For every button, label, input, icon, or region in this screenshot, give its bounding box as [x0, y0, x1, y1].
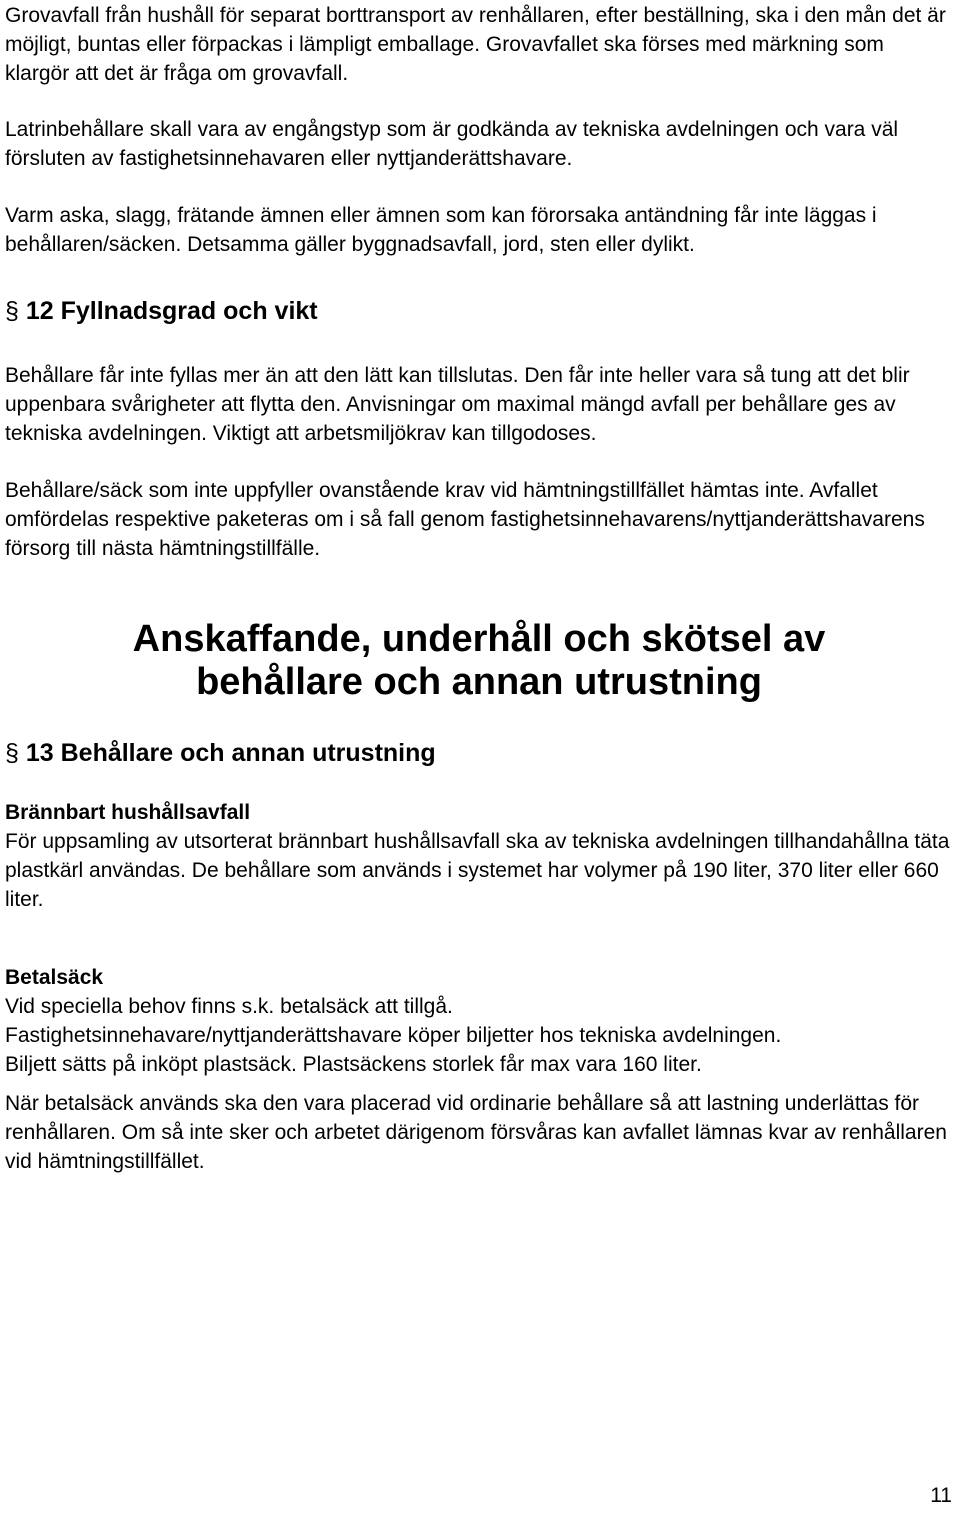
page-number: 11 — [930, 1484, 952, 1507]
subheading-betalsack: Betalsäck — [5, 966, 104, 989]
chapter-title — [5, 618, 953, 704]
paragraph-fyllnadsgrad: Behållare får inte fyllas mer än att den lätt kan tillslutas. Den får inte heller vara så tung att det blir uppenbara svårigheter att flytta den. Anvisningar om maximal mängd avfall per behållare ges av tekniska avdelningen. Viktigt att arbetsmiljökrav kan tillgodoses. — [5, 364, 910, 445]
section-gap — [5, 259, 953, 296]
section-gap — [5, 327, 953, 361]
paragraph-gap — [5, 448, 953, 476]
paragraph-latrinbehallare: Latrinbehållare skall vara av engångstyp som är godkända av tekniska avdelningen och vara väl försluten av fastighetsinnehavaren eller nyttjanderättshavare. — [5, 118, 899, 170]
paragraph-symbol: § — [5, 739, 19, 767]
paragraph-symbol: § — [5, 297, 19, 325]
document-page — [5, 0, 953, 1176]
section-heading-12 — [5, 296, 953, 327]
section-title-12: 12 Fyllnadsgrad och vikt — [18, 297, 318, 325]
paragraph-betalsack-line-3: Biljett sätts på inköpt plastsäck. Plastsäckens storlek får max vara 160 liter. — [5, 1053, 702, 1076]
paragraph-betalsack-line-2: Fastighetsinnehavare/nyttjanderättshavare köper biljetter hos tekniska avdelningen. — [5, 1024, 782, 1047]
section-title-13: 13 Behållare och annan utrustning — [18, 739, 436, 767]
paragraph-betalsack-line-1: Vid speciella behov finns s.k. betalsäck att tillgå. — [5, 995, 453, 1018]
section-gap — [5, 563, 953, 618]
paragraph-varm-aska: Varm aska, slagg, frätande ämnen eller ämnen som kan förorsaka antändning får inte läggas i behållaren/säcken. Detsamma gäller byggnadsavfall, jord, sten eller dylikt. — [5, 204, 877, 256]
paragraph-grovavfall: Grovavfall från hushåll för separat borttransport av renhållaren, efter beställning, ska i den mån det är möjligt, buntas eller förpackas i lämpligt emballage. Grovavfallet ska förses med märkning som klargör att det är fråga om grovavfall. — [5, 4, 946, 85]
section-gap — [5, 769, 953, 798]
paragraph-betalsack-placering: När betalsäck används ska den vara placerad vid ordinarie behållare så att lastning underlättas för renhållaren. Om så inte sker och arbetet därigenom försvåras kan avfallet lämnas kvar av renhållaren vid hämtningstillfället. — [5, 1092, 947, 1173]
paragraph-ej-uppfyller-krav: Behållare/säck som inte uppfyller ovanstående krav vid hämtningstillfället hämtas inte. Avfallet omfördelas respektive paketeras om i så fall genom fastighetsinnehavarens/nyttjanderättshavarens försorg till nästa hämtningstillfälle. — [5, 479, 925, 560]
section-gap — [5, 914, 953, 963]
paragraph-gap — [5, 173, 953, 201]
paragraph-gap — [5, 1079, 953, 1089]
section-gap — [5, 704, 953, 738]
paragraph-gap — [5, 87, 953, 115]
chapter-title-line-2: behållare och annan utrustning — [196, 661, 762, 703]
subheading-brannbart: Brännbart hushållsavfall — [5, 801, 251, 824]
chapter-title-line-1: Anskaffande, underhåll och skötsel av — [132, 618, 826, 660]
section-heading-13 — [5, 738, 953, 769]
paragraph-brannbart: För uppsamling av utsorterat brännbart hushållsavfall ska av tekniska avdelningen tillhandahållna täta plastkärl användas. De behållare som används i systemet har volymer på 190 liter, 370 liter eller 660 liter. — [5, 830, 950, 911]
